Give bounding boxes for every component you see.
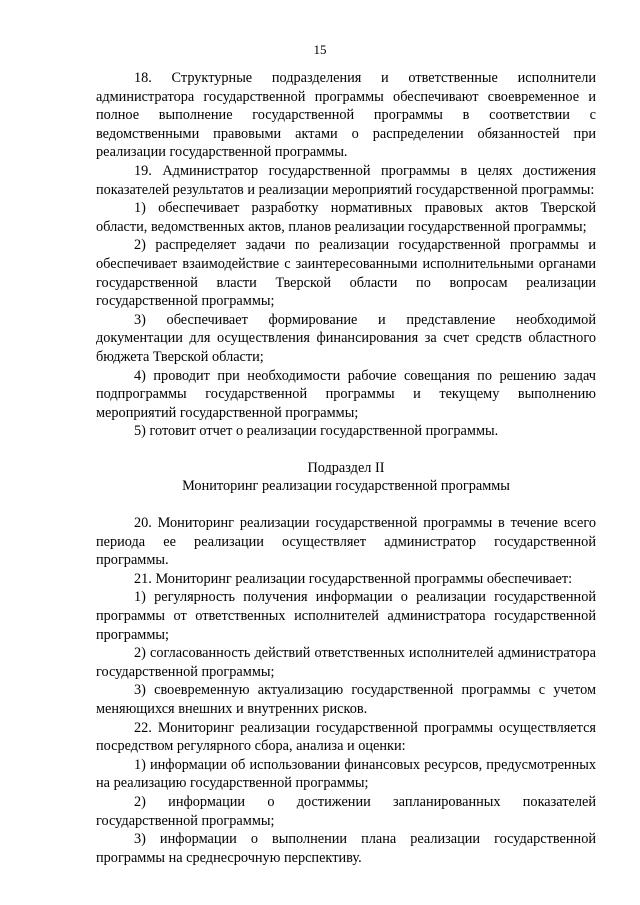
list-item-22-3: 3) информации о выполнении плана реализации государственной программы на среднесрочную перспективу. [96, 831, 596, 866]
list-item-21-1: 1) регулярность получения информации о реализации государственной программы от ответственных исполнителей администратора государственной программы; [96, 589, 596, 643]
list-item-19-4: 4) проводит при необходимости рабочие совещания по решению задач подпрограммы государственной программы и текущему выполнению мероприятий государственной программы; [96, 367, 596, 421]
page-number: 15 [313, 42, 327, 57]
document-body [96, 69, 596, 867]
paragraph-21: 21. Мониторинг реализации государственной программы обеспечивает: [134, 570, 573, 587]
subsection-title: Мониторинг реализации государственной программы [182, 478, 510, 495]
list-item-21-2: 2) согласованность действий ответственных исполнителей администратора государственной программы; [96, 645, 596, 680]
paragraph-22: 22. Мониторинг реализации государственной программы осуществляется посредством регулярного сбора, анализа и оценки: [96, 719, 596, 755]
spacer [96, 441, 596, 459]
subsection-label: Подраздел II [307, 459, 385, 476]
paragraph-20: 20. Мониторинг реализации государственной программы в течение всего периода ее реализации осуществляет администратор государственной программы. [96, 515, 596, 569]
list-item-21-3: 3) своевременную актуализацию государственной программы с учетом меняющихся внешних и внутренних рисков. [96, 682, 596, 717]
list-item-19-3: 3) обеспечивает формирование и представление необходимой документации для осуществления финансирования за счет средств областного бюджета Тверской области; [96, 311, 596, 365]
list-item-19-5: 5) готовит отчет о реализации государственной программы. [134, 423, 499, 440]
list-item-22-2: 2) информации о достижении запланированных показателей государственной программы; [96, 793, 596, 829]
list-item-19-2: 2) распределяет задачи по реализации государственной программы и обеспечивает взаимодействие с заинтересованными исполнительными органами государственной власти Тверской области по вопросам реализации государственной программы; [96, 237, 596, 310]
paragraph-18: 18. Структурные подразделения и ответственные исполнители администратора государственной программы обеспечивают своевременное и полное выполнение государственной программы в соответствии с ведомственными правовыми актами о распределении обязанностей при реализации государственной программы. [96, 70, 596, 161]
paragraph-19: 19. Администратор государственной программы в целях достижения показателей результатов и реализации мероприятий государственной программы: [96, 162, 596, 198]
list-item-19-1: 1) обеспечивает разработку нормативных правовых актов Тверской области, ведомственных актов, планов реализации государственной программы; [96, 200, 596, 235]
spacer [96, 496, 596, 514]
list-item-22-1: 1) информации об использовании финансовых ресурсов, предусмотренных на реализацию государственной программы; [96, 756, 596, 792]
